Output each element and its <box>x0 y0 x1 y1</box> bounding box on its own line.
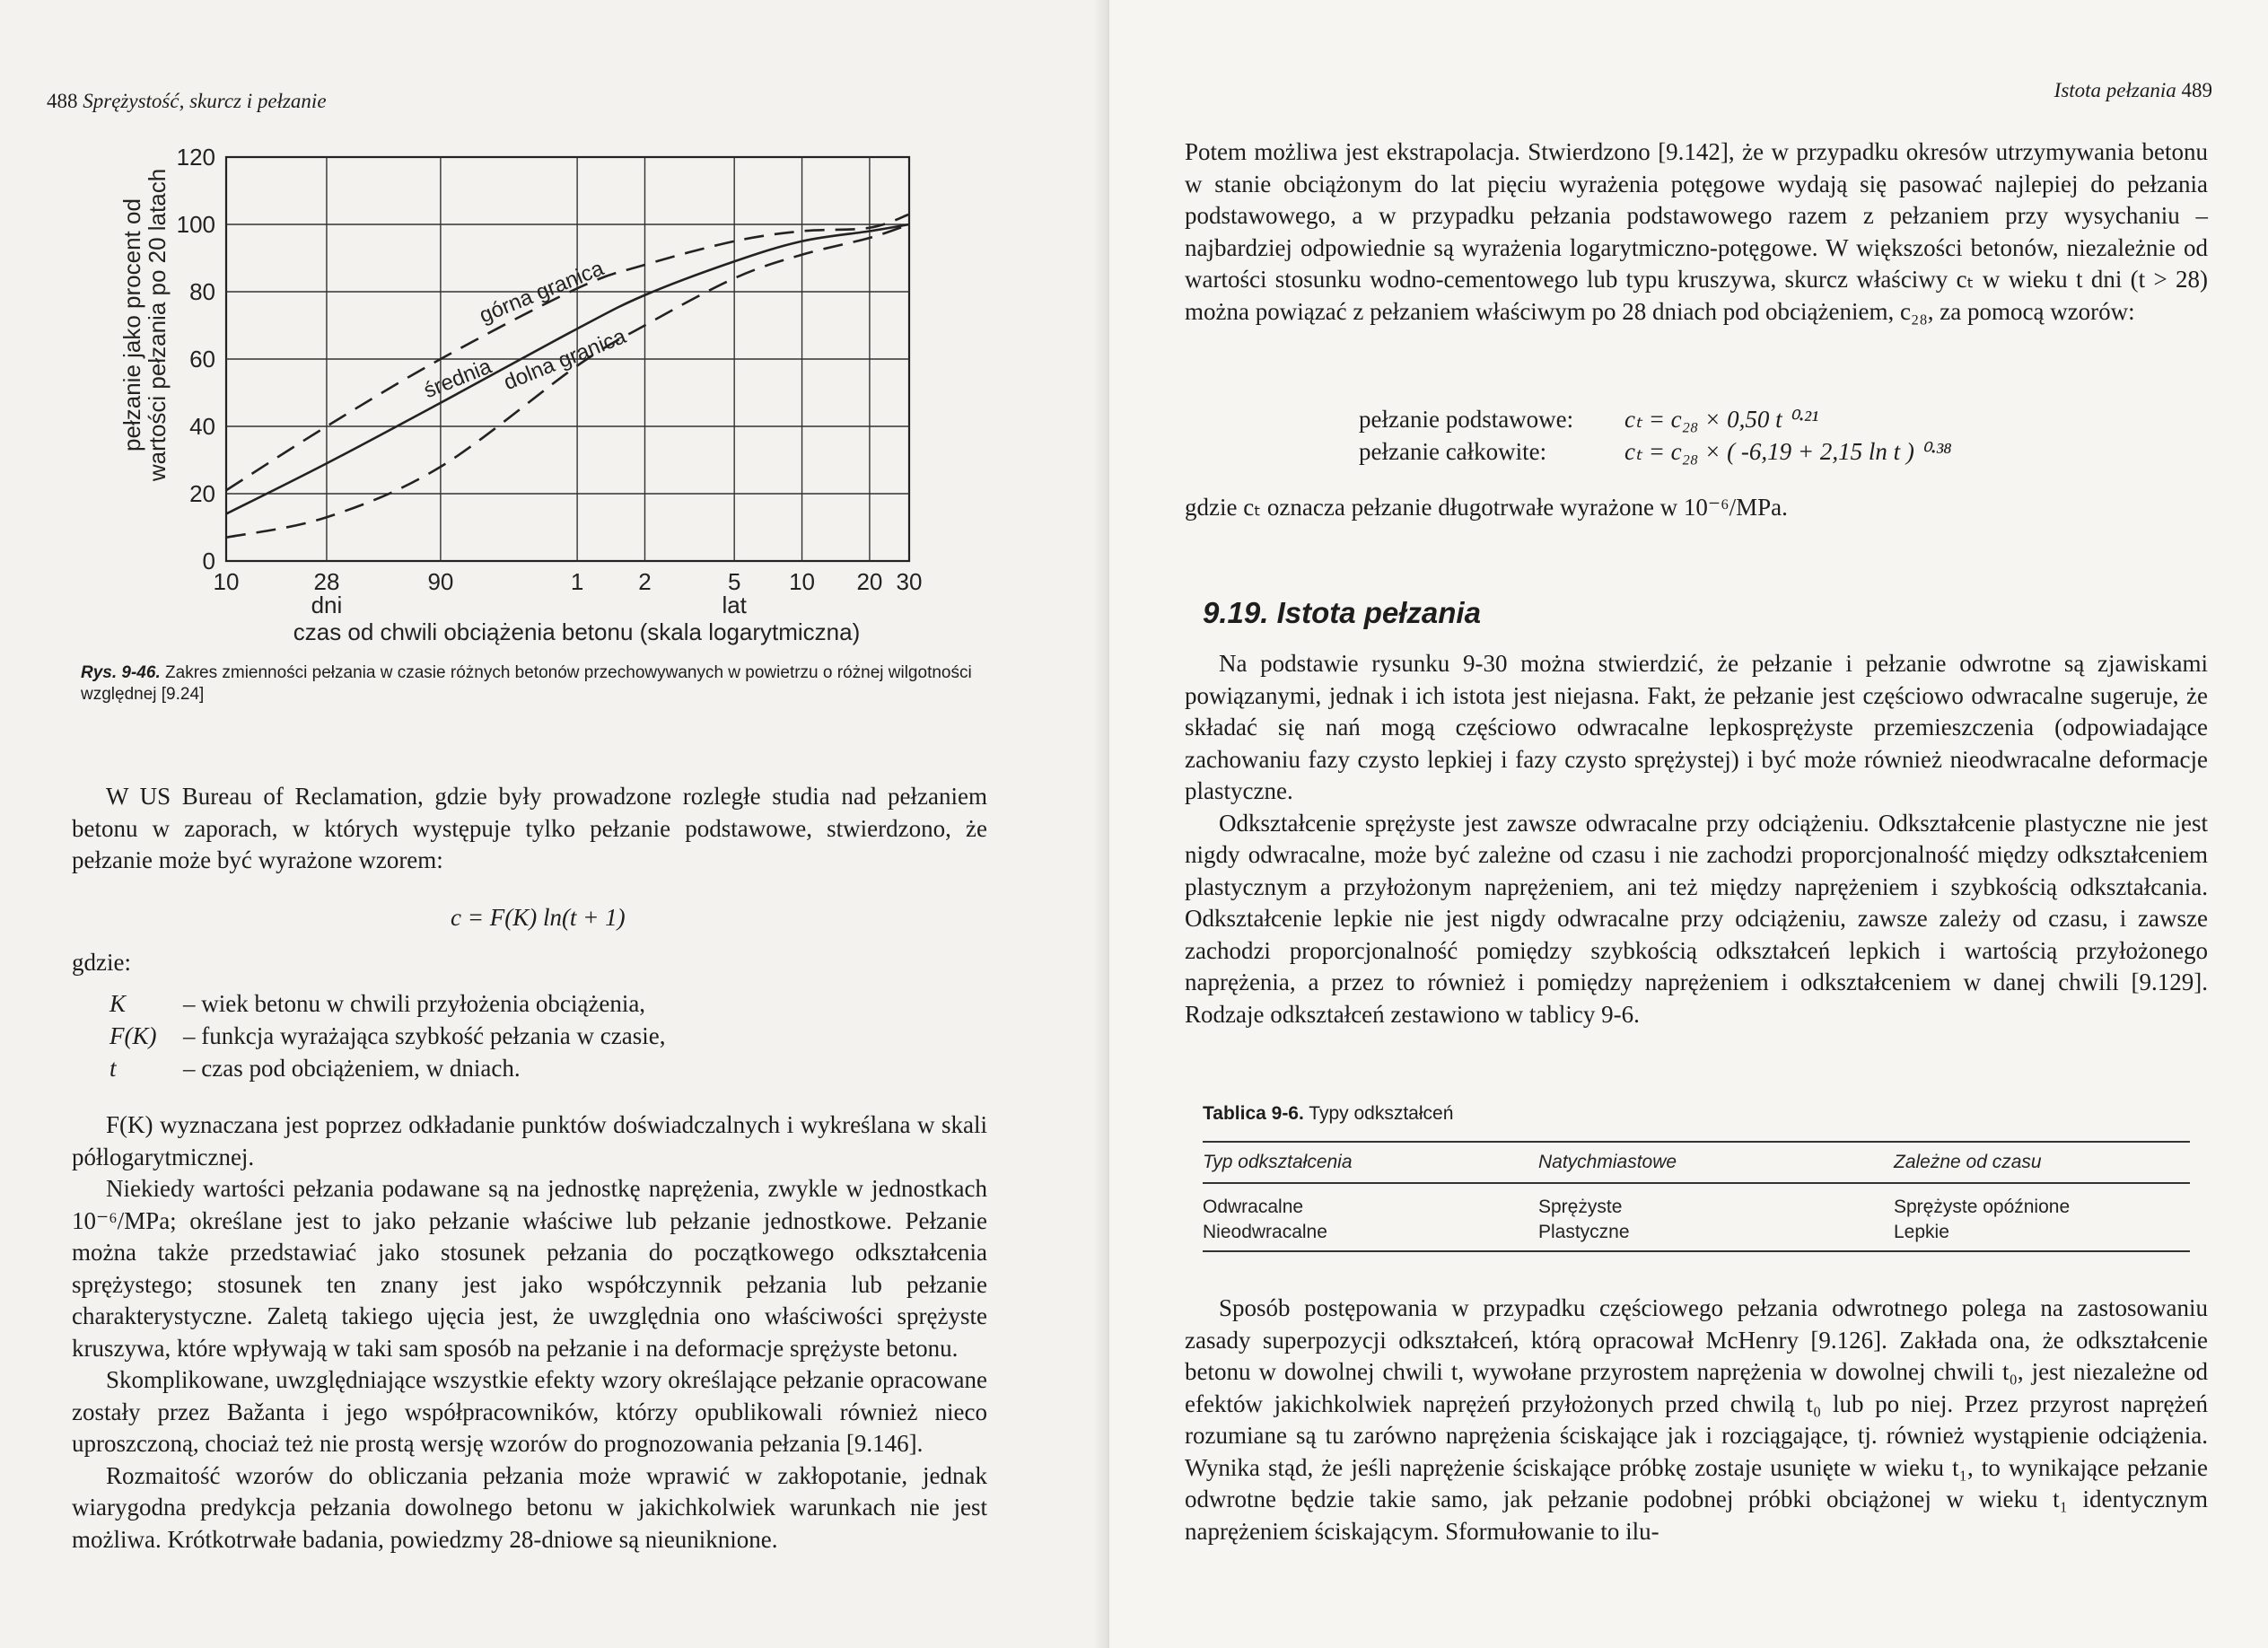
body-text <box>72 1109 987 1556</box>
y-tick-label: 120 <box>176 144 215 171</box>
table-header-cell: Typ odkształcenia <box>1203 1142 1538 1183</box>
y-axis-label-line-2: wartości pełzania po 20 latach <box>144 168 171 482</box>
x-unit-label-days: dni <box>311 592 343 618</box>
table-row <box>1203 1220 2190 1251</box>
series-label: dolna granica <box>500 324 630 396</box>
y-tick-label: 60 <box>189 346 215 373</box>
variable-list <box>109 987 665 1084</box>
page-number: 488 <box>47 90 78 112</box>
y-tick-label: 0 <box>202 548 215 574</box>
table-cell: Nieodwracalne <box>1203 1220 1538 1251</box>
table-cell: Lepkie <box>1894 1220 2190 1251</box>
y-tick-label: 20 <box>189 480 215 507</box>
paragraph: Sposób postępowania w przypadku częściowego pełzania odwrotnego polega na zastosowaniu zasady superpozycji odkształceń, którą opracował McHenry [9.126]. Zakłada ona, że odkształcenie betonu w dowolnej chwili t, wywołane przyrostem naprężenia w dowolnej chwili t₀, jest niezależne od efektów jakichkolwiek naprężeń przyłożonych przed chwilą t₀ lub po niej. Przez przyrost naprężeń rozumiane są tu zarówno naprężenia ściskające jak i rozciągające, tj. również wystąpienie odciążenia. Wynika stąd, że jeśli naprężenie ściskające próbkę zostaje usunięte w wieku t₁, to wynikające pełzanie odwrotne będzie takie samo, jak pełzanie podobnej próbki obciążonej w wieku t₁ identycznym naprężeniem ściskającym. Sformułowanie to ilu- <box>1185 1294 2208 1545</box>
x-tick-label: 90 <box>427 568 454 595</box>
running-header <box>2054 79 2212 102</box>
table-cell: Sprężyste opóźnione <box>1894 1197 2071 1217</box>
variable-description: – funkcja wyrażająca szybkość pełzania w czasie, <box>183 1022 666 1049</box>
x-tick-label: 28 <box>313 568 340 595</box>
paragraph: Skomplikowane, uwzględniające wszystkie efekty wzory określające pełzanie opracowane zostały przez Bažanta i jego współpracowników, którzy opublikowali również nieco uproszczoną, chociaż też nie prostą wersję wzorów do prognozowania pełzania [9.146]. <box>72 1366 987 1457</box>
x-tick-label: 5 <box>727 568 741 595</box>
table-cell: Plastyczne <box>1538 1220 1894 1251</box>
x-tick-label: 10 <box>213 568 240 595</box>
intro-paragraph <box>72 781 987 877</box>
figure-caption <box>81 662 987 706</box>
formula-block <box>1359 403 1952 468</box>
creep-chart <box>108 135 1005 655</box>
figure-caption-text: Zakres zmienności pełzania w czasie różnych betonów przechowywanych w powietrzu o różnej wilgotności względnej [9.24] <box>81 663 972 704</box>
section-title: 9.19. Istota pełzania <box>1203 596 1481 629</box>
variable-row <box>109 1052 665 1084</box>
y-axis-label-line-1: pełzanie jako procent od <box>118 198 145 451</box>
variable-description: – wiek betonu w chwili przyłożenia obciążenia, <box>183 990 646 1017</box>
variable-row <box>109 1020 665 1052</box>
x-tick-label: 20 <box>856 568 883 595</box>
table-cell: Odwracalne <box>1203 1197 1304 1217</box>
right-page <box>1109 0 2268 1648</box>
variable-description: – czas pod obciążeniem, w dniach. <box>183 1055 521 1082</box>
x-tick-label: 30 <box>896 568 923 595</box>
variable-symbol: K <box>109 990 127 1017</box>
section-body <box>1185 648 2208 1030</box>
paragraph: Na podstawie rysunku 9-30 można stwierdzić, że pełzanie i pełzanie odwrotne są zjawiskami powiązanymi, jednak i ich istota jest niejasna. Fakt, że pełzanie jest częściowo odwracalne sugeruje, że składać się nań mogą częściowo odwracalne lepkosprężyste przemieszczenia (odpowiadające zachowaniu fazy czysto lepkiej i fazy czysto sprężystej) i być może również nieodwracalne deformacje plastyczne. <box>1185 650 2208 804</box>
x-tick-label: 1 <box>570 568 584 595</box>
x-tick-label: 10 <box>789 568 816 595</box>
series-label: górna granica <box>476 256 608 329</box>
paragraph: Rozmaitość wzorów do obliczania pełzania może wprawić w zakłopotanie, jednak wiarygodna predykcja pełzania dowolnego betonu w jakichkolwiek warunkach nie jest możliwa. Krótkotrwałe badania, powiedzmy 28-dniowe są nieuniknione. <box>72 1461 987 1553</box>
paragraph: Niekiedy wartości pełzania podawane są na jednostkę naprężenia, zwykle w jednostkach 10⁻⁶/MPa; określane jest to jako pełzanie właściwe lub pełzanie jednostkowe. Pełzanie można także przedstawiać jako stosunek pełzania do początkowego odkształcenia sprężystego; stosunek ten znany jest jako współczynnik pełzania lub pełzanie charakterystyczne. Zaletą takiego ujęcia jest, że uwzględnia ono właściwości sprężyste kruszywa, które wpływają w taki sam sposób na pełzanie i na deformacje sprężyste betonu. <box>72 1175 987 1362</box>
x-tick-label: 2 <box>638 568 652 595</box>
bottom-paragraph <box>1185 1293 2208 1547</box>
x-unit-label-years: lat <box>722 592 747 618</box>
figure-caption-label: Rys. 9-46. <box>81 663 161 682</box>
variable-symbol: t <box>109 1055 117 1082</box>
series-label: średnia <box>420 354 495 404</box>
running-title: Sprężystość, skurcz i pełzanie <box>83 90 327 112</box>
formula-row: pełzanie całkowite: cₜ = c₂₈ × ( -6,19 + 2,15 ln t ) ⁰·³⁸ <box>1359 438 1952 465</box>
formula-note: gdzie cₜ oznacza pełzanie długotrwałe wyrażone w 10⁻⁶/MPa. <box>1185 494 1788 521</box>
left-page <box>0 0 1109 1648</box>
where-label: gdzie: <box>72 949 131 976</box>
table-row <box>1203 1183 2190 1220</box>
top-paragraph <box>1185 136 2208 328</box>
variable-symbol: F(K) <box>109 1022 157 1049</box>
table-caption: Tablica 9-6. Typy odkształceń <box>1203 1103 1454 1124</box>
paragraph: Odkształcenie sprężyste jest zawsze odwracalne przy odciążeniu. Odkształcenie plastyczne nie jest nigdy odwracalne, może być zależne od czasu i nie zachodzi proporcjonalność między odkształceniem plastycznym a przyłożonym naprężeniem, ani też między naprężeniem i szybkością odkształcania. Odkształcenie lepkie nie jest nigdy odwracalne przy odciążeniu, zawsze zależy od czasu, i zawsze zachodzi proporcjonalność pomiędzy szybkością odkształceń lepkich i wartością przyłożonego naprężenia, a przez to również i pomiędzy naprężeniem i odkształceniem w danej chwili [9.129]. Rodzaje odkształceń zestawiono w tablicy 9-6. <box>1185 809 2208 1028</box>
y-tick-label: 40 <box>189 413 215 440</box>
running-header <box>47 90 327 113</box>
page-number: 489 <box>2181 79 2212 101</box>
paragraph: Potem możliwa jest ekstrapolacja. Stwierdzono [9.142], że w przypadku okresów utrzymywania betonu w stanie obciążonym do lat pięciu wyrażenia potęgowe wydają się pasować najlepiej do pełzania podstawowego, a w przypadku pełzania podstawowego razem z pełzaniem przy wysychaniu – najbardziej odpowiednie są wyrażenia logarytmiczno-potęgowe. W większości betonów, niezależnie od wartości stosunku wodno-cementowego lub typu kruszywa, skurcz właściwy cₜ w wieku t dni (t > 28) można powiązać z pełzaniem właściwym po 28 dniach pod obciążeniem, c₂₈, za pomocą wzorów: <box>1185 138 2208 325</box>
formula: c = F(K) ln(t + 1) <box>451 904 626 931</box>
y-tick-label: 100 <box>176 211 215 238</box>
formula-row: pełzanie podstawowe: cₜ = c₂₈ × 0,50 t ⁰·²¹ <box>1359 406 1819 433</box>
variable-row <box>109 987 665 1020</box>
x-axis-label: czas od chwili obciążenia betonu (skala logarytmiczna) <box>293 618 861 645</box>
paragraph: F(K) wyznaczana jest poprzez odkładanie punktów doświadczalnych i wykreślana w skali półlogarytmicznej. <box>72 1111 987 1170</box>
paragraph: W US Bureau of Reclamation, gdzie były prowadzone rozległe studia nad pełzaniem betonu w zaporach, w których występuje tylko pełzanie podstawowe, stwierdzono, że pełzanie może być wyrażone wzorem: <box>72 783 987 873</box>
running-title: Istota pełzania <box>2053 79 2176 101</box>
types-table <box>1203 1141 2190 1252</box>
table-header-cell: Natychmiastowe <box>1538 1142 1894 1183</box>
table-cell: Sprężyste <box>1538 1197 1623 1217</box>
table-header-cell: Zależne od czasu <box>1894 1142 2190 1183</box>
y-tick-label: 80 <box>189 278 215 305</box>
